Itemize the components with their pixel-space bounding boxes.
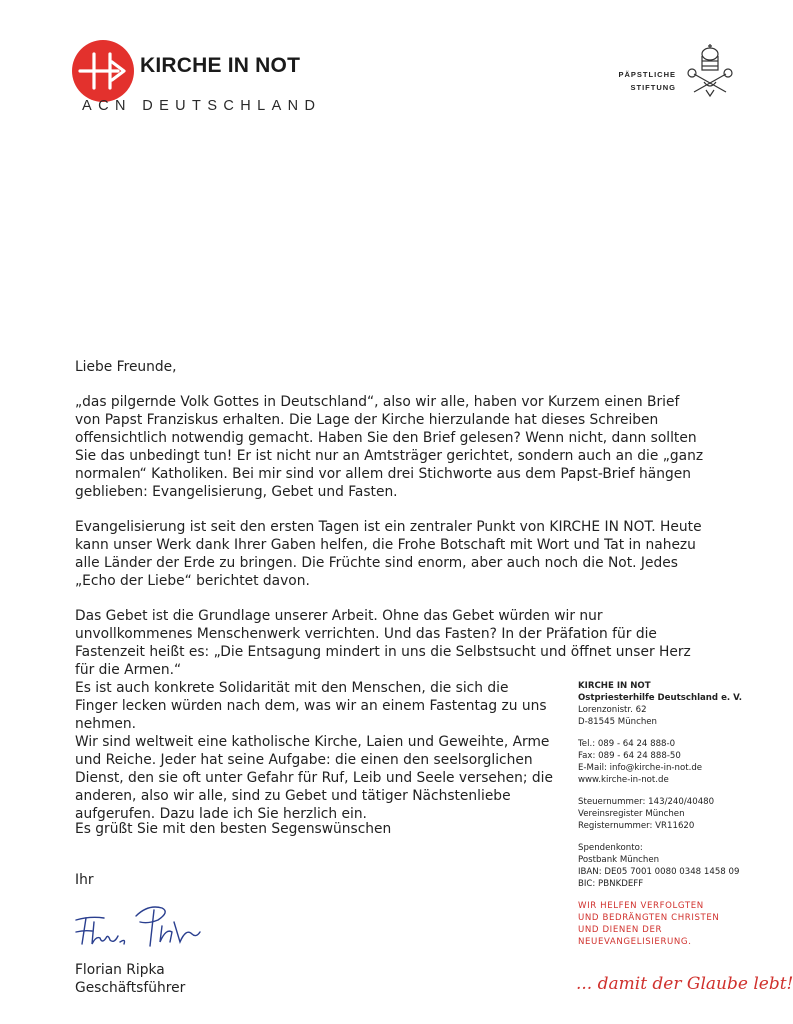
motto-line-2: UND BEDRÄNGTEN CHRISTEN	[578, 913, 720, 923]
motto-line-1: WIR HELFEN VERFOLGTEN	[578, 901, 704, 911]
paragraph-1: „das pilgernde Volk Gottes in Deutschland“, also wir alle, haben vor Kurzem einen Brief von Papst Franziskus erhalten. Die Lage der Kirche hierzulande hat dieses Schreiben offensichtlich notwendig gemacht. Haben Sie den Brief gelesen? Wenn nicht, dann sollten Sie das unbedingt tun! Er ist nicht nur an Amtsträger gerichtet, sondern auch an die „ganz normalen“ Katholiken. Bei mir sind vor allem drei Stichworte aus dem Papst-Brief hängen geblieben: Evangelisierung, Gebet und Fasten.	[75, 394, 704, 500]
sidebar-fax: Fax: 089 - 64 24 888-50	[578, 751, 681, 761]
motto-line-3: UND DIENEN DER	[578, 925, 663, 935]
papal-coat-of-arms-icon	[684, 40, 736, 98]
contact-block	[578, 738, 748, 786]
bank-block	[578, 842, 748, 890]
sidebar-org-full: Ostpriesterhilfe Deutschland e. V.	[578, 693, 742, 703]
org-name: KIRCHE IN NOT	[140, 54, 301, 77]
paragraph-2: Evangelisierung ist seit den ersten Tagen ist ein zentraler Punkt von KIRCHE IN NOT. Heute kann unser Werk dank Ihrer Gaben helfen, die Frohe Botschaft mit Wort und Tat in nahezu alle Länder der Erde zu bringen. Die Früchte sind enorm, aber auch noch die Not. Jedes „Echo der Liebe“ berichtet davon.	[75, 519, 702, 589]
org-subtitle: ACN DEUTSCHLAND	[82, 98, 322, 114]
greeting: Liebe Freunde,	[75, 359, 177, 375]
ihr-line: Ihr	[75, 872, 94, 888]
sidebar-donation-label: Spendenkonto:	[578, 843, 643, 853]
foundation-label	[600, 68, 676, 94]
address-block	[578, 680, 748, 728]
sidebar-bic: BIC: PBNKDEFF	[578, 879, 644, 889]
sidebar-bank: Postbank München	[578, 855, 660, 865]
contact-sidebar	[578, 680, 748, 958]
sidebar-email[interactable]: E-Mail: info@kirche-in-not.de	[578, 763, 703, 773]
foundation-line-1: PÄPSTLICHE	[618, 70, 676, 79]
sidebar-org: KIRCHE IN NOT	[578, 681, 651, 691]
tagline: ... damit der Glaube lebt!	[576, 974, 793, 994]
sidebar-street: Lorenzonistr. 62	[578, 705, 647, 715]
closing-line: Es grüßt Sie mit den besten Segenswünschen	[75, 821, 392, 837]
signer-name: Florian Ripka	[75, 962, 165, 978]
paragraph-4: Wir sind weltweit eine katholische Kirche, Laien und Geweihte, Arme und Reiche. Jeder hat seine Aufgabe: die einen den seelsorglichen Dienst, den sie oft unter Gefahr für Ruf, Leib und Seele versehen; die anderen, also wir alle, sind zu Gebet und tätiger Nächstenliebe aufgerufen. Dazu lade ich Sie herzlich ein.	[75, 734, 553, 822]
foundation-line-2: STIFTUNG	[630, 83, 676, 92]
paragraph-3b: Es ist auch konkrete Solidarität mit den Menschen, die sich die Finger lecken würden nach dem, was wir an einem Fastentag zu uns nehmen.	[75, 680, 547, 732]
sidebar-tax: Steuernummer: 143/240/40480	[578, 797, 715, 807]
paragraph-3a: Das Gebet ist die Grundlage unserer Arbeit. Ohne das Gebet würden wir nur unvollkommenes Menschenwerk verrichten. Und das Fasten? In der Präfation für die Fastenzeit heißt es: „Die Entsagung mindert in uns die Selbstsucht und öffnet unser Herz für die Armen.“	[75, 608, 691, 678]
signer-title: Geschäftsführer	[75, 980, 186, 996]
sidebar-tel: Tel.: 089 - 64 24 888-0	[578, 739, 676, 749]
sidebar-register: Vereinsregister München	[578, 809, 685, 819]
motto-line-4: NEUEVANGELISIERUNG.	[578, 937, 692, 947]
signature-image	[70, 898, 220, 958]
sidebar-website[interactable]: www.kirche-in-not.de	[578, 775, 669, 785]
signer-block	[75, 961, 185, 997]
cross-arrow-logo-icon	[72, 40, 134, 102]
motto-block	[578, 900, 748, 948]
sidebar-city: D-81545 München	[578, 717, 658, 727]
sidebar-iban: IBAN: DE05 7001 0080 0348 1458 09	[578, 867, 740, 877]
sidebar-register-no: Registernummer: VR11620	[578, 821, 695, 831]
registration-block	[578, 796, 748, 832]
